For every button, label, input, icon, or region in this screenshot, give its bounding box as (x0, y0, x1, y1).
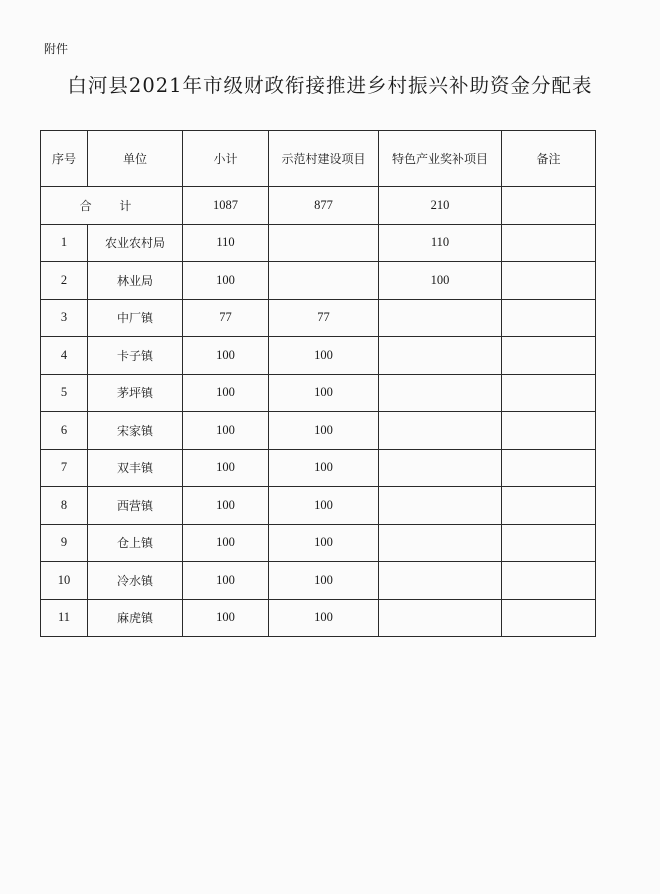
row-demo-village: 100 (269, 524, 379, 562)
row-subtotal: 100 (183, 337, 269, 375)
row-demo-village: 100 (269, 562, 379, 600)
table-row (41, 374, 596, 412)
row-industry (379, 412, 502, 450)
row-remark (502, 562, 596, 600)
total-label: 合 计 (41, 187, 183, 225)
row-demo-village: 100 (269, 412, 379, 450)
total-row (41, 187, 596, 225)
row-demo-village (269, 262, 379, 300)
row-remark (502, 374, 596, 412)
row-remark (502, 337, 596, 375)
row-industry (379, 337, 502, 375)
table-row (41, 299, 596, 337)
row-subtotal: 100 (183, 412, 269, 450)
row-remark (502, 487, 596, 525)
row-subtotal: 77 (183, 299, 269, 337)
table-row (41, 487, 596, 525)
table-row (41, 412, 596, 450)
row-remark (502, 299, 596, 337)
row-demo-village (269, 224, 379, 262)
row-remark (502, 599, 596, 637)
document-title: 白河县2021年市级财政衔接推进乡村振兴补助资金分配表 (67, 74, 593, 97)
row-industry (379, 599, 502, 637)
row-number: 8 (41, 487, 88, 525)
header-remark: 备注 (502, 131, 596, 187)
header-unit: 单位 (88, 131, 183, 187)
total-demo-village: 877 (269, 187, 379, 225)
row-unit: 卡子镇 (88, 337, 183, 375)
row-demo-village: 77 (269, 299, 379, 337)
row-industry (379, 487, 502, 525)
row-unit: 宋家镇 (88, 412, 183, 450)
row-subtotal: 100 (183, 449, 269, 487)
table-row (41, 262, 596, 300)
header-seq: 序号 (41, 131, 88, 187)
total-remark (502, 187, 596, 225)
row-industry (379, 524, 502, 562)
row-unit: 西营镇 (88, 487, 183, 525)
row-subtotal: 100 (183, 562, 269, 600)
total-subtotal: 1087 (183, 187, 269, 225)
row-subtotal: 100 (183, 599, 269, 637)
row-industry (379, 449, 502, 487)
row-unit: 麻虎镇 (88, 599, 183, 637)
row-remark (502, 449, 596, 487)
row-remark (502, 524, 596, 562)
row-unit: 双丰镇 (88, 449, 183, 487)
row-unit: 中厂镇 (88, 299, 183, 337)
row-demo-village: 100 (269, 337, 379, 375)
row-unit: 农业农村局 (88, 224, 183, 262)
row-number: 9 (41, 524, 88, 562)
row-number: 2 (41, 262, 88, 300)
row-unit: 茅坪镇 (88, 374, 183, 412)
row-industry: 100 (379, 262, 502, 300)
row-unit: 冷水镇 (88, 562, 183, 600)
row-industry (379, 562, 502, 600)
row-number: 11 (41, 599, 88, 637)
row-number: 5 (41, 374, 88, 412)
row-subtotal: 100 (183, 487, 269, 525)
table-row (41, 524, 596, 562)
row-subtotal: 100 (183, 524, 269, 562)
header-subtotal: 小计 (183, 131, 269, 187)
row-industry: 110 (379, 224, 502, 262)
row-number: 6 (41, 412, 88, 450)
row-demo-village: 100 (269, 487, 379, 525)
row-remark (502, 412, 596, 450)
header-industry: 特色产业奖补项目 (379, 131, 502, 187)
row-number: 7 (41, 449, 88, 487)
table-row (41, 449, 596, 487)
row-subtotal: 100 (183, 262, 269, 300)
row-unit: 林业局 (88, 262, 183, 300)
row-subtotal: 100 (183, 374, 269, 412)
table-row (41, 337, 596, 375)
row-demo-village: 100 (269, 374, 379, 412)
row-remark (502, 262, 596, 300)
row-number: 3 (41, 299, 88, 337)
row-industry (379, 299, 502, 337)
row-number: 10 (41, 562, 88, 600)
table-row (41, 562, 596, 600)
row-subtotal: 110 (183, 224, 269, 262)
row-remark (502, 224, 596, 262)
row-unit: 仓上镇 (88, 524, 183, 562)
table-row (41, 599, 596, 637)
row-number: 1 (41, 224, 88, 262)
table-row (41, 224, 596, 262)
header-demo-village: 示范村建设项目 (269, 131, 379, 187)
total-industry: 210 (379, 187, 502, 225)
row-demo-village: 100 (269, 599, 379, 637)
table-header-row (41, 131, 596, 187)
allocation-table (40, 130, 596, 637)
row-demo-village: 100 (269, 449, 379, 487)
attachment-label: 附件 (44, 42, 69, 56)
row-number: 4 (41, 337, 88, 375)
row-industry (379, 374, 502, 412)
